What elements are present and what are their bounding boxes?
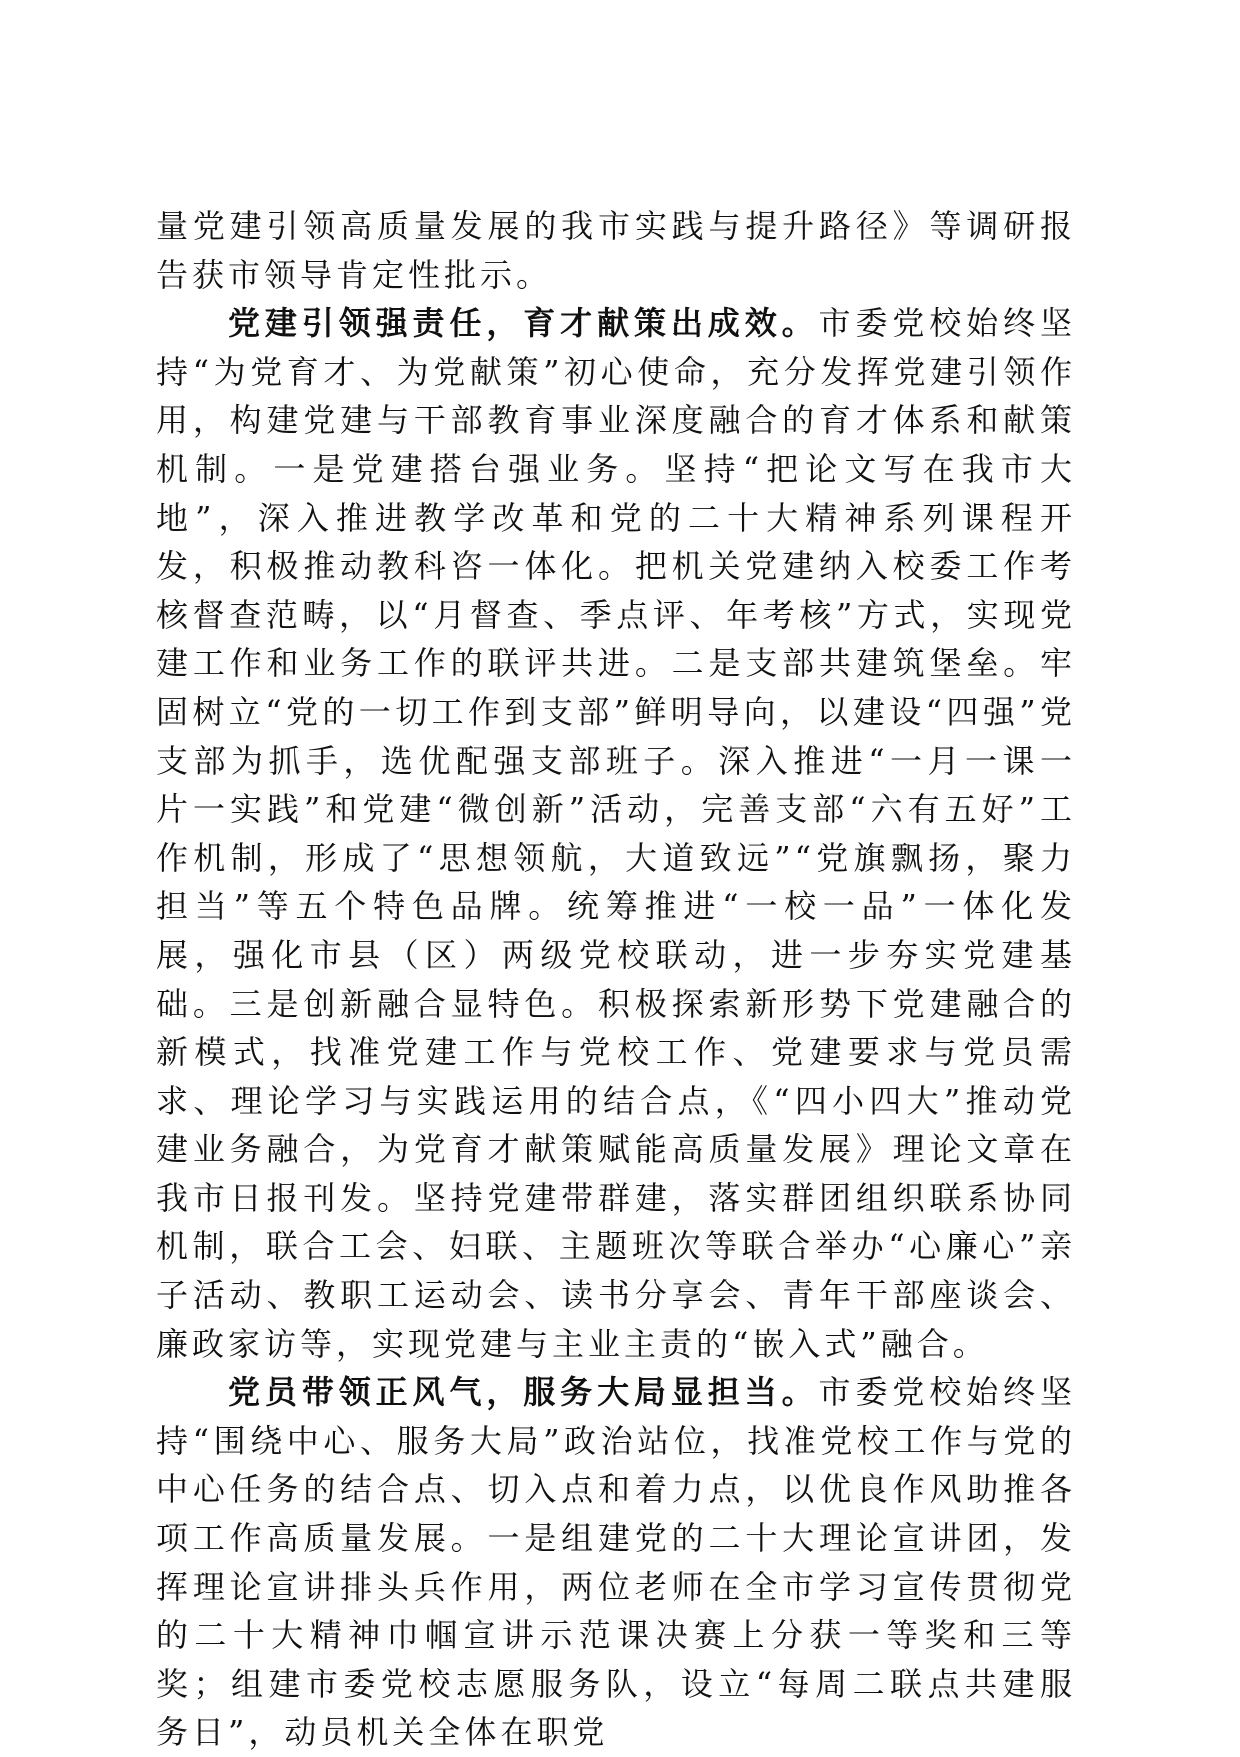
paragraph-lead-heading: 党员带领正风气，服务大局显担当。 (228, 1373, 819, 1412)
paragraph-text: 市委党校始终坚持“为党育才、为党献策”初心使命，充分发挥党建引领作用，构建党建与干部教育事业深度融合的育才体系和献策机制。一是党建搭台强业务。坚持“把论文写在我市大地”，深入推进教学改革和党的二十大精神系列课程开发，积极推动教科咨一体化。把机关党建纳入校委工作考核督查范畴，以“月督查、季点评、年考核”方式，实现党建工作和业务工作的联评共进。二是支部共建筑堡垒。牢固树立“党的一切工作到支部”鲜明导向，以建设“四强”党支部为抓手，选优配强支部班子。深入推进“一月一课一片一实践”和党建“微创新”活动，完善支部“六有五好”工作机制，形成了“思想领航，大道致远”“党旗飘扬，聚力担当”等五个特色品牌。统筹推进“一校一品”一体化发展，强化市县（区）两级党校联动，进一步夯实党建基础。三是创新融合显特色。积极探索新形势下党建融合的新模式，找准党建工作与党校工作、党建要求与党员需求、理论学习与实践运用的结合点，《“四小四大”推动党建业务融合，为党育才献策赋能高质量发展》理论文章在我市日报刊发。坚持党建带群建，落实群团组织联系协同机制，联合工会、妇联、主题班次等联合举办“心廉心”亲子活动、教职工运动会、读书分享会、青年干部座谈会、廉政家访等，实现党建与主业主责的“嵌入式”融合。 (156, 304, 1076, 1363)
paragraph-party-members (156, 1368, 1076, 1757)
paragraph-continuation (156, 202, 1076, 299)
paragraph-text: 市委党校始终坚持“围绕中心、服务大局”政治站位，找准党校工作与党的中心任务的结合点、切入点和着力点，以优良作风助推各项工作高质量发展。一是组建党的二十大理论宣讲团，发挥理论宣讲排头兵作用，两位老师在全市学习宣传贯彻党的二十大精神巾帼宣讲示范课决赛上分获一等奖和三等奖；组建市委党校志愿服务队，设立“每周二联点共建服务日”，动员机关全体在职党 (156, 1373, 1076, 1752)
paragraph-text: 量党建引领高质量发展的我市实践与提升路径》等调研报告获市领导肯定性批示。 (156, 207, 1076, 294)
document-body (156, 202, 1076, 1757)
paragraph-party-building (156, 299, 1076, 1368)
paragraph-lead-heading: 党建引领强责任，育才献策出成效。 (228, 304, 819, 343)
